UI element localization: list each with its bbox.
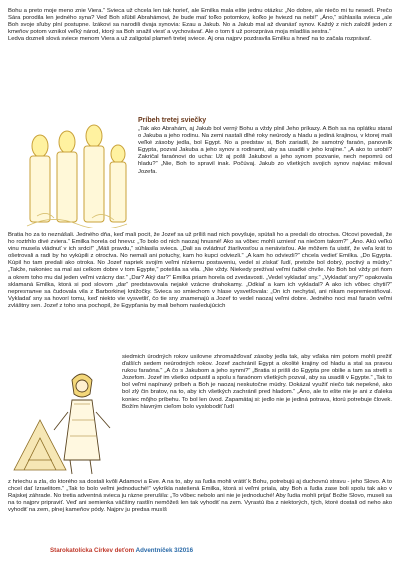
story-text-3	[122, 354, 392, 411]
story-paragraph-2: Bratia ho za to neznášali. Jedného dňa, keď mali pocit, že Jozef sa už príliš nad nich povyšuje, spútali ho a predali do otroctva. Otcovi povedali, že ho roztrhlo divé zviera.“ Emilka horela od hnevu: „To bolo od nich naozaj hnusné! Ako sa vôbec mohli uzniesť na niečom takom?“ „Áno. Akú veľkú vinu musela vládnuť v ich srdci!“ „Máš pravdu,“ súhlasila svieca. „Dali sa ovládnuť žiarlivosťou a nenávisťou. Ale môžem ťa uistiť, že veľa krát to ošetrovali a radi by ho vykúpili z otroctva. No nemali ani potuchy, kam ho kupci odviezli.“ „A kam ho odviezli?“ chcela vedieť Emilka. „Do Egypta. Kúpil ho tam predali ako otroka. No Jozef napriek svojím veľmi nízkemu postaveniu, vedel si získať ľudí, pretože bol dobrý, poctivý a múdry.“ „Takže, nakoniec sa mal asi celkom dobre v tom Egypte,“ potešila sa vila. „Nie vždy. Niekedy prežíval veľmi ťažké chvíle. No Boh bol vždy pri ňom a okrem toho mu dal jeden veľmi vzácny dar.“ „Dar? Aký dar?“ Emilka priam horela od zvedavosti. „Vedel vykladať sny.“ „Vykladať sny?“ opakovala sklamaná Emilka, ktorá si pod slovom „dar“ predstavovala nejaké vzácne drahokamy. „Odkiaľ a kam ich vykladal? A ako ich vôbec chytil?“ nepresталне sa čudovala vila z Barborkinej knižočky. Svieca so smiechom v hlase vysvetľovala: „On ich nechytal, ani nikam nepremiestňoval. Vykladať sny sa hovorí tomu, keď niekto vie vysvetliť, čo tie sny znamenajú a Jozef to vedel naozaj veľmi dobre. Jedného noci mal faraón veľmi zvláštny sen. Jozef z toho sna pochopil, že Egypťania by mali behom nasledujúcich	[8, 232, 392, 309]
joseph-egypt-illustration	[10, 360, 118, 478]
candles-illustration	[22, 118, 132, 228]
story-text-1	[138, 126, 392, 176]
footer	[50, 547, 193, 554]
intro-paragraph-1: Bohu a preto moje meno znie Viera.“ Svieca už chcela len tak horieť, ale Emilka mala ešte jednu otázku: „No dobre, ale niečo mi tu nesedí. Prečo Sára porodila len jedného syna? Veď Boh sľúbil Abrahámovi, že bude mať toľko potomkov, koľko je hviezd na nebi!“ „Áno,“ súhlasila svieca „ale Boh svoje sľuby plní postupne. Izákovi sa narodili dvaja synovia: Ezau a Jakub. No a Jakub mal až dvanásť synov. Každý z nich založil jeden z kmeňov potom vznikol veľký národ, ktorý sa Boh snažil viesť a vychovávať. Ale o tom ti už porozpráva moja mladšia sestra.“	[8, 8, 392, 36]
story-paragraph-3: siedmich úrodných rokov usilovne zhromažďovať zásoby jedla tak, aby vďaka nim potom mohli prežiť ďalších sedem neúrodných rokov. Jozef zachránil Egypt a okolité krajiny od hladu a stal sa pravou rukou faraóna.“ „A čo s Jakubom a jeho synmi?“ „Bratia si prišli do Egypta pre obilie a tam sa stretli s Jozefom. Jozef im všetko odpustil a spolu s faraónom všetkých pozval, aby sa usadili v Egypte.“ „Tak to bol veľmi napínavý príbeh a Boh je naozaj neskutočne múdry. Dokázal využiť niečo tak nepekné, ako bol zlý čin bratov, na to, aby ich všetkých zachránil pred hladom.“ „Áno, ale to ešte nie je ani z ďaleka koniec môjho príbehu. To bol len úvod. Zapamätaj si: jedlo nie je jediná potrava, ktorú potrebuje človek. Božím hlavným cieľom bolo vyslobodiť ľudí	[122, 354, 392, 410]
story-title: Príbeh tretej sviečky	[138, 117, 207, 124]
story-text-4	[8, 479, 392, 514]
footer-issue: Adventníček 3/2016	[135, 547, 194, 554]
story-text-2	[8, 232, 392, 310]
intro-text	[8, 8, 392, 43]
story-paragraph-1: „Tak ako Abrahám, aj Jakub bol verný Bohu a vždy plnil Jeho príkazy. A Boh sa na oplátku staral o Jakuba a jeho rodinu. Na zemi nastali dlhé roky neúrody a hladu a jediná krajinou, v ktorej mali veľké zásoby jedla, bol Egypt. No a predstav si, Boh zariadil, že samotný faraón, panovník Egypta, pozval Jakuba a jeho synov s rodinami, aby sa usadili v jeho krajine.“ „A ako to urobil? Zakričal faraónovi do ucha: Už aj pošli Jakubovi a jeho synom pozvanie, nech nepomrú od hladu?“ „Nie, Boh to spravil inak. Počúvaj. Jakub zo všetkých svojich synov najviac miloval Jozefa.	[138, 126, 392, 175]
intro-paragraph-2: Ledva dozneli slová sviece menom Viera a už zaligotal plameň tretej sviece. Aj ona najprv pozdravila Emilku a hneď na to začala rozprávať.	[8, 36, 372, 43]
story-paragraph-4: z hriechu a zla, do ktorého sa dostali kvôli Adamovi a Eve. A na to, aby sa ľudia mohli vrátiť k Bohu, potrebujú aj duchovnú stravu - jeho Slovo. A to chcel dať Izraelitom.“ „Tak to bolo veľmi jednoduché!“ vykríkla natešená Emilka, ktorá si veľmi priala, aby Boh a ľudia zase boli spolu tak ako v Rajskej záhrade. No tretia adventná svieca ju rázne prerušila: „To vôbec nebolo ani nie je jednoduché! Aby ľudia mohli prijať Božie Slovo, museli sa na to najprv pripraviť. Veď ani semienka väčšiny rastlín nemôžeš len tak vyhodiť na zem. Vyrastú iba z niektorých, tých, ktoré dostali od neho ako vyhodiť na zem, plnej kameňov pódy. Najprv ju predsa musíš	[8, 479, 392, 514]
footer-organization: Starokatolícka Církev deťom	[50, 547, 135, 554]
